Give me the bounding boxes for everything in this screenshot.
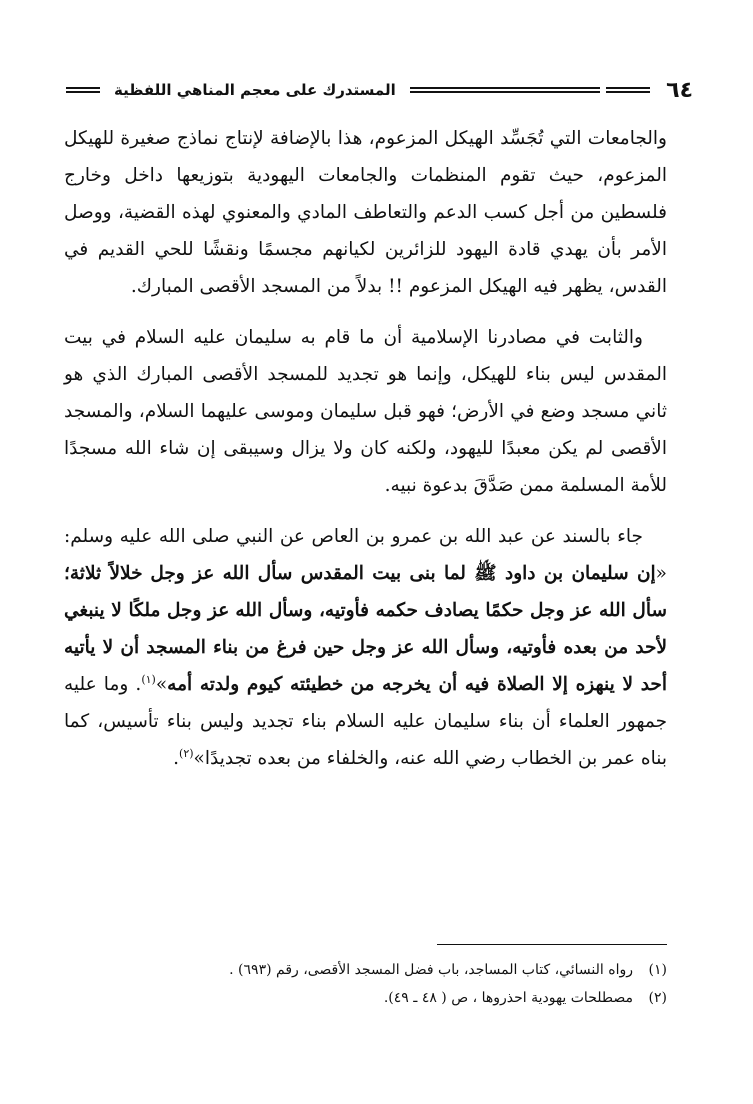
line: ووصل الأمر بأن يهدي قادة اليهود للزائرين لكيانهم مجسمًا ونقشًا للحي القديم	[64, 202, 667, 260]
line: في القدس، يظهر فيه الهيكل المزعوم !! بدلاً من المسجد الأقصى المبارك.	[64, 239, 667, 297]
line: المقدس ليس بناء للهيكل، وإنما هو تجديد للمسجد الأقصى المبارك الذي	[92, 364, 667, 385]
footnote-1	[64, 956, 667, 984]
footnote-text: مصطلحات يهودية احذروها ، ص ( ٤٨ ـ ٤٩).	[383, 990, 633, 1006]
line: عنه، والخلفاء من بعده تجديدًا»	[193, 748, 427, 769]
line: للهيكل المزعوم، حيث تقوم المنظمات والجامعات اليهودية بتوزيعها داخل	[64, 128, 667, 186]
paragraph-2	[64, 319, 667, 504]
end-period: .	[173, 748, 180, 769]
line: وسيبقى إن شاء الله مسجدًا للأمة المسلمة ممن صَدَّقَ بدعوة نبيه.	[64, 438, 667, 496]
quote-intro: وسلم: «	[64, 526, 667, 584]
hadith-quote-5: خطيئته كيوم ولدته أمه	[167, 674, 344, 695]
footnote-marker-1[interactable]: (١)	[141, 672, 156, 686]
footnote-text: رواه النسائي، كتاب المساجد، باب فضل المسجد الأقصى، رقم (٦٩٣) .	[229, 962, 633, 978]
quote-close: »	[155, 674, 168, 695]
paragraph-1	[64, 120, 667, 305]
line: وخارج فلسطين من أجل كسب الدعم والتعاطف المادي والمعنوي لهذه القضية،	[64, 165, 667, 223]
running-title: المستدرك على معجم المناهي اللفظية	[114, 81, 396, 99]
footnotes	[64, 956, 667, 1012]
page-number-block	[606, 78, 693, 103]
hadith-quote-2: خلالاً ثلاثة؛ سأل الله عز وجل حكمًا يصادف حكمه فأوتيه، وسأل الله	[64, 563, 667, 621]
header-rule-left	[66, 87, 100, 93]
footnote-marker-2[interactable]: (٢)	[179, 746, 194, 760]
line: جاء بالسند عن عبد الله بن عمرو بن العاص عن النبي صلى الله عليه	[119, 526, 643, 547]
line: السلام، والمسجد الأقصى لم يكن معبدًا لليهود، ولكنه كان ولا يزال	[64, 401, 667, 459]
footnote-separator	[437, 944, 667, 945]
running-header	[60, 72, 693, 108]
hadith-quote-1: إن سليمان بن داود ﷺ لما بنى بيت المقدس سأل الله عز وجل	[150, 563, 656, 584]
line: هو ثاني مسجد وضع في الأرض؛ فهو قبل سليمان وموسى عليهما	[64, 364, 667, 422]
footnote-number: (١)	[648, 962, 667, 978]
line: السلام بناء تجديد وليس بناء تأسيس، كما بناه عمر بن الخطاب رضي الله	[64, 711, 667, 769]
hadith-quote-3: عز وجل ملكًا لا ينبغي لأحد من بعده فأوتيه، وسأل الله عز وجل حين	[64, 600, 667, 658]
footnote-number: (٢)	[648, 990, 667, 1006]
page-number: ٦٤	[666, 77, 693, 103]
header-rule-middle	[410, 87, 600, 93]
paragraph-3	[64, 518, 667, 777]
header-rule-right	[606, 87, 650, 93]
body-text	[64, 120, 667, 777]
hadith-quote-4: فرغ من بناء المسجد أن لا يأتيه أحد لا ينهزه إلا الصلاة فيه أن يخرجه من	[64, 637, 667, 695]
footnote-2	[64, 984, 667, 1012]
line: والثابت في مصادرنا الإسلامية أن ما قام به سليمان عليه السلام في بيت	[64, 327, 643, 348]
line: . وما عليه جمهور العلماء أن بناء سليمان عليه	[64, 674, 668, 732]
line: والجامعات التي تُجَسِّد الهيكل المزعوم، هذا بالإضافة لإنتاج نماذج صغيرة	[120, 128, 667, 149]
